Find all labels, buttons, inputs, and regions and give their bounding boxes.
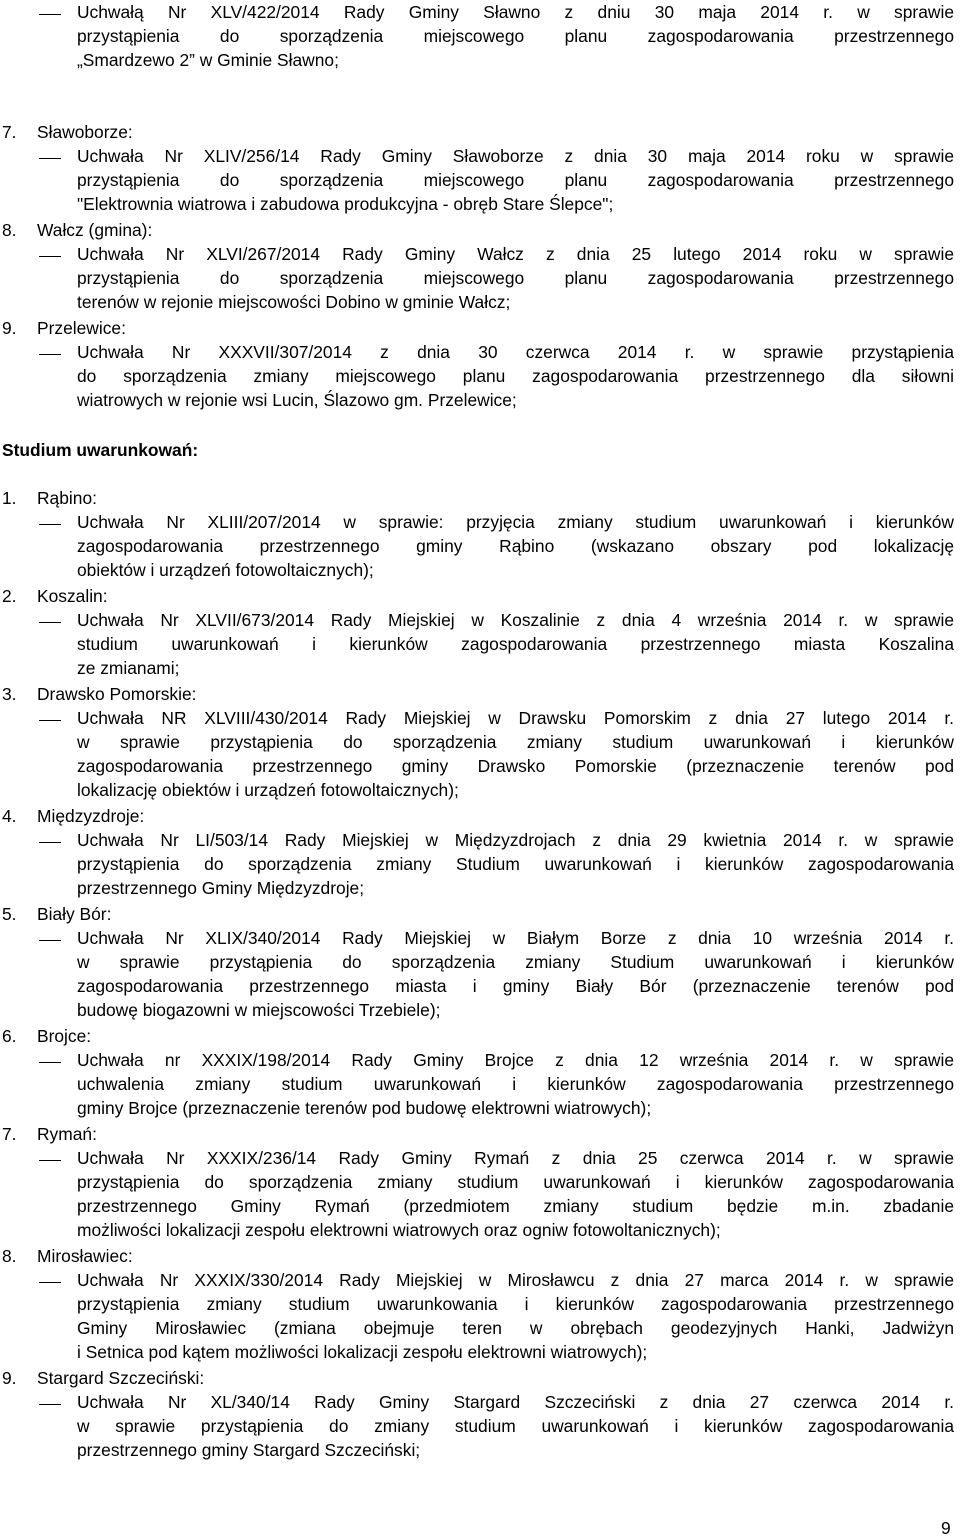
- list-item-name: Drawsko Pomorskie:: [37, 684, 197, 704]
- resolution-line: Uchwała Nr XXXVII/307/2014 z dnia 30 czerwca 2014 r. w sprawie przystąpienia: [77, 342, 954, 362]
- resolution-line: przystąpienia zmiany studium uwarunkowania i kierunków zagospodarowania przestrzennego: [77, 1294, 954, 1314]
- list-item-name: Sławoborze:: [37, 122, 133, 142]
- resolution-line: w sprawie przystąpienia do zmiany studium uwarunkowań i kierunków zagospodarowania: [77, 1416, 954, 1436]
- list-item-name: Biały Bór:: [37, 904, 112, 924]
- resolution-line: zagospodarowania przestrzennego miasta i gminy Biały Bór (przeznaczenie terenów pod: [77, 976, 954, 996]
- resolution-line: studium uwarunkowań i kierunków zagospodarowania przestrzennego miasta Koszalina: [77, 634, 954, 654]
- page-number: 9: [941, 1518, 951, 1538]
- list-item-number: 8.: [2, 1246, 17, 1266]
- resolution-line: Uchwała Nr XXXIX/330/2014 Rady Miejskiej w Mirosławcu z dnia 27 marca 2014 r. w sprawie: [77, 1270, 954, 1290]
- section-heading: Studium uwarunkowań:: [2, 440, 199, 460]
- list-item-name: Koszalin:: [37, 586, 108, 606]
- bullet-dash: [39, 940, 61, 941]
- list-item-name: Rąbino:: [37, 488, 97, 508]
- resolution-line: „Smardzewo 2” w Gminie Sławno;: [77, 50, 339, 70]
- bullet-dash: [39, 622, 61, 623]
- list-item-name: Rymań:: [37, 1124, 97, 1144]
- resolution-line: Uchwałą Nr XLV/422/2014 Rady Gminy Sławno z dniu 30 maja 2014 r. w sprawie: [77, 2, 954, 22]
- resolution-line: możliwości lokalizacji zespołu elektrowni wiatrowych oraz ogniw fotowoltanicznych);: [77, 1220, 721, 1240]
- bullet-dash: [39, 158, 61, 159]
- resolution-line: terenów w rejonie miejscowości Dobino w gminie Wałcz;: [77, 292, 511, 312]
- list-item-number: 3.: [2, 684, 17, 704]
- bullet-dash: [39, 14, 61, 15]
- resolution-line: gminy Brojce (przeznaczenie terenów pod budowę elektrowni wiatrowych);: [77, 1098, 652, 1118]
- bullet-dash: [39, 720, 61, 721]
- list-item-number: 9.: [2, 318, 17, 338]
- bullet-dash: [39, 842, 61, 843]
- bullet-dash: [39, 1062, 61, 1063]
- list-item-number: 5.: [2, 904, 17, 924]
- resolution-line: przestrzennego gminy Stargard Szczeciński;: [77, 1440, 421, 1460]
- resolution-line: przystąpienia do sporządzenia miejscowego planu zagospodarowania przestrzennego: [77, 26, 954, 46]
- resolution-line: Uchwała Nr XLVI/267/2014 Rady Gminy Wałcz z dnia 25 lutego 2014 roku w sprawie: [77, 244, 954, 264]
- bullet-dash: [39, 1404, 61, 1405]
- resolution-line: przystąpienia do sporządzenia miejscowego planu zagospodarowania przestrzennego: [77, 170, 954, 190]
- resolution-line: przystąpienia do sporządzenia zmiany Studium uwarunkowań i kierunków zagospodarowania: [77, 854, 954, 874]
- resolution-line: Uchwała NR XLVIII/430/2014 Rady Miejskiej w Drawsku Pomorskim z dnia 27 lutego 2014 r.: [77, 708, 954, 728]
- resolution-line: przestrzennego Gminy Międzyzdroje;: [77, 878, 365, 898]
- bullet-dash: [39, 524, 61, 525]
- resolution-line: przestrzennego Gminy Rymań (przedmiotem zmiany studium będzie m.in. zbadanie: [77, 1196, 954, 1216]
- list-item-number: 7.: [2, 122, 17, 142]
- resolution-line: budowę biogazowni w miejscowości Trzebiele);: [77, 1000, 441, 1020]
- resolution-line: lokalizację obiektów i urządzeń fotowoltaicznych);: [77, 780, 459, 800]
- list-item-name: Wałcz (gmina):: [37, 220, 153, 240]
- resolution-line: Uchwała Nr LI/503/14 Rady Miejskiej w Międzyzdrojach z dnia 29 kwietnia 2014 r. w sprawie: [77, 830, 954, 850]
- resolution-line: Uchwała Nr XLVII/673/2014 Rady Miejskiej w Koszalinie z dnia 4 września 2014 r. w sprawie: [77, 610, 954, 630]
- resolution-line: obiektów i urządzeń fotowoltaicznych);: [77, 560, 374, 580]
- list-item-name: Mirosławiec:: [37, 1246, 133, 1266]
- bullet-dash: [39, 1282, 61, 1283]
- list-item-number: 6.: [2, 1026, 17, 1046]
- list-item-number: 2.: [2, 586, 17, 606]
- resolution-line: do sporządzenia zmiany miejscowego planu zagospodarowania przestrzennego dla siłowni: [77, 366, 954, 386]
- resolution-line: zagospodarowania przestrzennego gminy Rąbino (wskazano obszary pod lokalizację: [77, 536, 954, 556]
- bullet-dash: [39, 1160, 61, 1161]
- list-item-name: Stargard Szczeciński:: [37, 1368, 205, 1388]
- list-item-number: 8.: [2, 220, 17, 240]
- resolution-line: Uchwała Nr XLIV/256/14 Rady Gminy Sławoborze z dnia 30 maja 2014 roku w sprawie: [77, 146, 954, 166]
- resolution-line: Uchwała Nr XXXIX/236/14 Rady Gminy Rymań z dnia 25 czerwca 2014 r. w sprawie: [77, 1148, 954, 1168]
- list-item-name: Brojce:: [37, 1026, 92, 1046]
- resolution-line: w sprawie przystąpienia do sporządzenia zmiany studium uwarunkowań i kierunków: [77, 732, 954, 752]
- resolution-line: wiatrowych w rejonie wsi Lucin, Ślazowo gm. Przelewice;: [77, 390, 517, 410]
- bullet-dash: [39, 256, 61, 257]
- resolution-line: przystąpienia do sporządzenia zmiany studium uwarunkowań i kierunków zagospodarowania: [77, 1172, 954, 1192]
- resolution-line: ze zmianami;: [77, 658, 180, 678]
- list-item-number: 1.: [2, 488, 17, 508]
- resolution-line: zagospodarowania przestrzennego gminy Drawsko Pomorskie (przeznaczenie terenów pod: [77, 756, 954, 776]
- list-item-number: 4.: [2, 806, 17, 826]
- resolution-line: i Setnica pod kątem możliwości lokalizacji zespołu elektrowni wiatrowych);: [77, 1342, 648, 1362]
- list-item-name: Przelewice:: [37, 318, 126, 338]
- list-item-number: 9.: [2, 1368, 17, 1388]
- resolution-line: Gminy Mirosławiec (zmiana obejmuje teren w obrębach geodezyjnych Hanki, Jadwiżyn: [77, 1318, 954, 1338]
- resolution-line: Uchwała nr XXXIX/198/2014 Rady Gminy Brojce z dnia 12 września 2014 r. w sprawie: [77, 1050, 954, 1070]
- resolution-line: Uchwała Nr XLIX/340/2014 Rady Miejskiej w Białym Borze z dnia 10 września 2014 r.: [77, 928, 954, 948]
- resolution-line: Uchwała Nr XL/340/14 Rady Gminy Stargard Szczeciński z dnia 27 czerwca 2014 r.: [77, 1392, 954, 1412]
- resolution-line: "Elektrownia wiatrowa i zabudowa produkcyjna - obręb Stare Ślepce";: [77, 194, 614, 214]
- bullet-dash: [39, 354, 61, 355]
- list-item-name: Międzyzdroje:: [37, 806, 145, 826]
- resolution-line: uchwalenia zmiany studium uwarunkowań i kierunków zagospodarowania przestrzennego: [77, 1074, 954, 1094]
- resolution-line: w sprawie przystąpienia do sporządzenia zmiany Studium uwarunkowań i kierunków: [77, 952, 954, 972]
- resolution-line: Uchwała Nr XLIII/207/2014 w sprawie: przyjęcia zmiany studium uwarunkowań i kierunków: [77, 512, 954, 532]
- list-item-number: 7.: [2, 1124, 17, 1144]
- resolution-line: przystąpienia do sporządzenia miejscowego planu zagospodarowania przestrzennego: [77, 268, 954, 288]
